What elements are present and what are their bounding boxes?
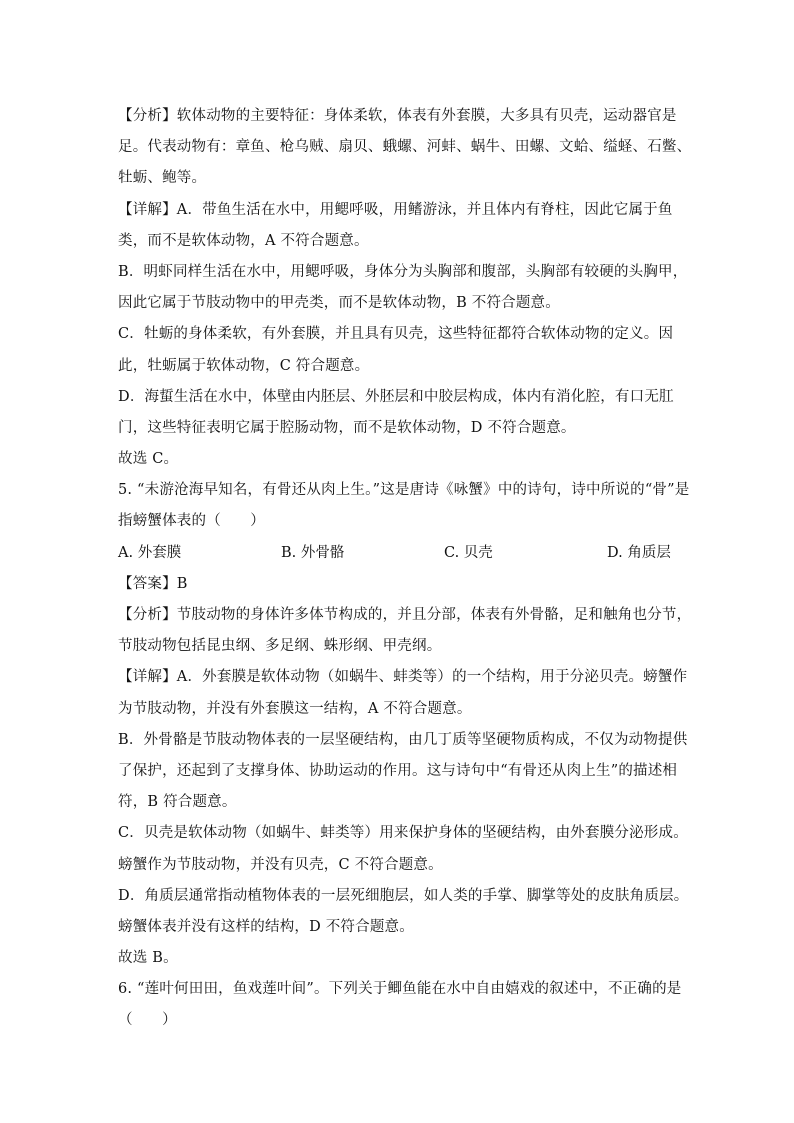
q5-analysis-line: 节肢动物包括昆虫纲、多足纲、蛛形纲、甲壳纲。 [118, 638, 442, 655]
document-page [118, 101, 692, 1037]
q5-stem-line: 5. “未游沧海早知名，有骨还从肉上生。”这是唐诗《咏蟹》中的诗句，诗中所说的“骨”是 [118, 482, 690, 499]
q5-analysis-line: 【分析】节肢动物的身体许多体节构成的，并且分部，体表有外骨骼，足和触角也分节， [118, 607, 692, 623]
q5-option-c: C. 贝壳 [444, 544, 493, 561]
q5-detail-line: 【详解】A．外套膜是软体动物（如蜗牛、蚌类等）的一个结构，用于分泌贝壳。螃蟹作 [118, 669, 688, 686]
q5-option-a: A. 外套膜 [118, 544, 182, 561]
q5-detail-line: C．贝壳是软体动物（如蜗牛、蚌类等）用来保护身体的坚硬结构，由外套膜分泌形成。 [118, 825, 688, 842]
q4-detail-line: 门，这些特征表明它属于腔肠动物，而不是软体动物，D 不符合题意。 [118, 419, 576, 436]
q4-detail-line: 类，而不是软体动物，A 不符合题意。 [118, 232, 369, 249]
q5-detail-line: 为节肢动物，并没有外套膜这一结构，A 不符合题意。 [118, 700, 472, 717]
q4-detail-line: 因此它属于节肢动物中的甲壳类，而不是软体动物，B 不符合题意。 [118, 295, 560, 312]
q5-detail-line: 螃蟹作为节肢动物，并没有贝壳，C 不符合题意。 [118, 856, 443, 873]
q4-analysis-line: 足。代表动物有：章鱼、枪乌贼、扇贝、蛾螺、河蚌、蜗牛、田螺、文蛤、缢蛏、石鳖、 [118, 139, 692, 156]
q5-detail-line: B．外骨骼是节肢动物体表的一层坚硬结构，由几丁质等坚硬物质构成，不仅为动物提供 [118, 731, 688, 748]
q4-detail-line: B．明虾同样生活在水中，用鳃呼吸，身体分为头胸部和腹部，头胸部有较硬的头胸甲， [118, 263, 688, 280]
q6-stem-line: 6. “莲叶何田田，鱼戏莲叶间”。下列关于鲫鱼能在水中自由嬉戏的叙述中，不正确的是 [118, 981, 682, 998]
q5-stem-line: 指螃蟹体表的（ ） [118, 513, 265, 530]
q4-detail-line: C．牡蛎的身体柔软，有外套膜，并且具有贝壳，这些特征都符合软体动物的定义。因 [118, 326, 674, 343]
q5-choice: 故选 B。 [118, 950, 178, 967]
q5-detail-line: 了保护，还起到了支撑身体、协助运动的作用。这与诗句中“有骨还从肉上生”的描述相 [118, 762, 678, 779]
q5-options [118, 538, 674, 569]
q4-choice: 故选 C。 [118, 451, 179, 468]
q4-detail-line: 此，牡蛎属于软体动物，C 符合题意。 [118, 357, 370, 374]
q6-stem-line: （ ） [118, 1012, 177, 1029]
q5-option-b: B. 外骨骼 [281, 544, 345, 561]
q4-analysis-line: 【分析】软体动物的主要特征：身体柔软，体表有外套膜，大多具有贝壳，运动器官是 [118, 108, 677, 124]
q5-option-d: D. 角质层 [607, 544, 671, 561]
q5-detail-line: 符，B 符合题意。 [118, 794, 237, 811]
q5-answer: 【答案】B [118, 575, 188, 592]
q5-detail-line: D．角质层通常指动植物体表的一层死细胞层，如人类的手掌、脚掌等处的皮肤角质层。 [118, 887, 689, 904]
q5-detail-line: 螃蟹体表并没有这样的结构，D 不符合题意。 [118, 918, 414, 935]
q4-detail-line: 【详解】A．带鱼生活在水中，用鳃呼吸，用鳍游泳，并且体内有脊柱，因此它属于鱼 [118, 201, 673, 218]
q4-detail-line: D．海蜇生活在水中，体壁由内胚层、外胚层和中胶层构成，体内有消化腔，有口无肛 [118, 388, 674, 405]
q4-analysis-line: 牡蛎、鲍等。 [118, 170, 207, 187]
